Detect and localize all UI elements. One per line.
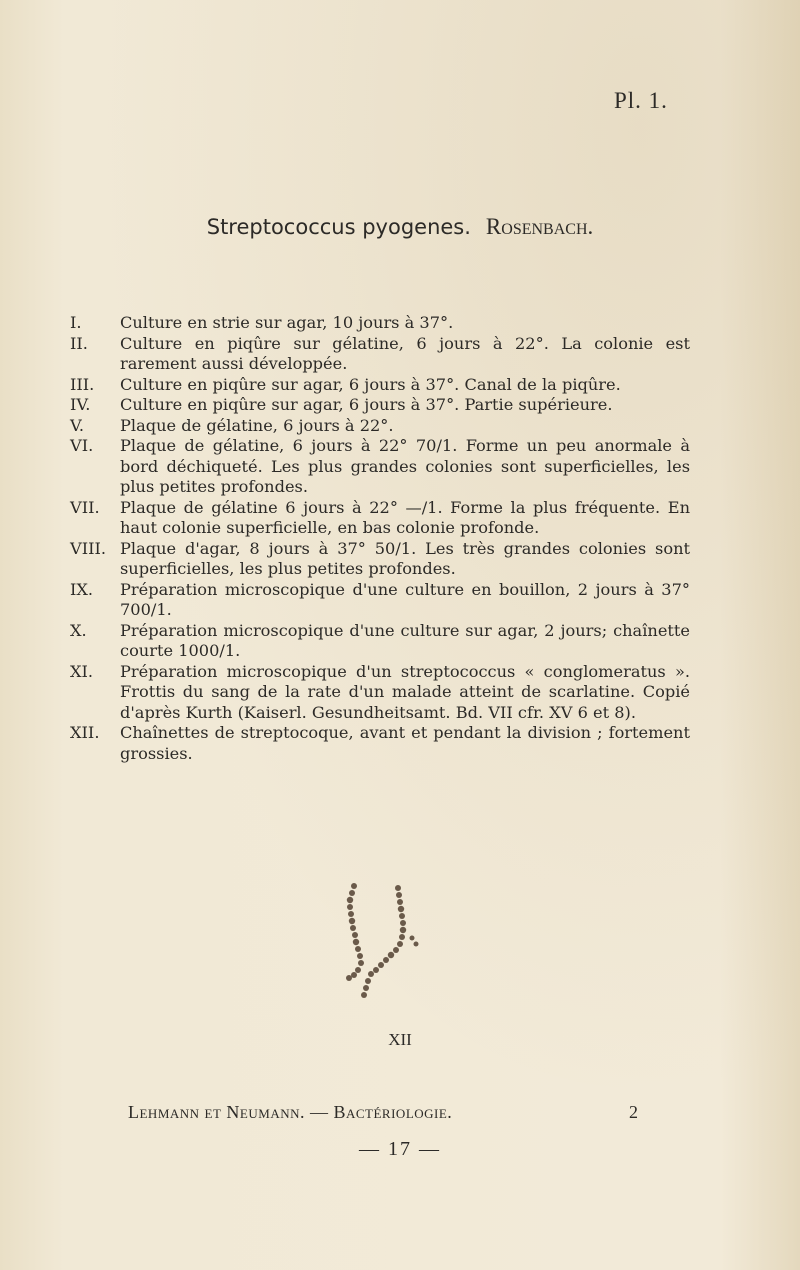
species-author: Rosenbach. (485, 214, 594, 239)
legend-item-number: VI. (70, 436, 94, 455)
legend-item-number: II. (70, 333, 88, 353)
species-name: Streptococcus pyogenes. (206, 215, 471, 239)
legend-item-number: VIII. (70, 538, 107, 558)
legend-item (70, 621, 690, 662)
legend-item-text: Plaque d'agar, 8 jours à 37° 50/1. Les très grandes colonies sont superficielles, les plus petites profondes. (120, 538, 690, 578)
legend-item-number: V. (70, 415, 85, 435)
legend-item-text: Chaînettes de streptocoque, avant et pendant la division ; fortement grossies. (120, 723, 690, 763)
page-number: — 17 — (359, 1138, 441, 1160)
legend-item (70, 436, 690, 498)
book-authors-title: Lehmann et Neumann. — Bactériologie. (128, 1102, 453, 1122)
legend-item (70, 313, 690, 334)
legend-item-text: Culture en piqûre sur agar, 6 jours à 37°. Partie supérieure. (120, 395, 613, 414)
figure-legend-list (70, 313, 690, 764)
legend-item-text: Culture en piqûre sur agar, 6 jours à 37°. Canal de la piqûre. (120, 374, 621, 394)
legend-item (70, 416, 690, 437)
plate-number: Pl. 1. (614, 88, 668, 113)
legend-item-number: X. (70, 620, 87, 640)
legend-item-number: VII. (70, 497, 100, 517)
legend-item-number: IV. (70, 395, 91, 414)
legend-item-text: Préparation microscopique d'une culture en bouillon, 2 jours à 37° 700/1. (120, 579, 690, 619)
legend-item (70, 375, 690, 396)
streptococcus-chains-illustration (330, 878, 440, 1008)
legend-item-number: XI. (70, 661, 94, 681)
figure-label: XII (388, 1030, 412, 1049)
legend-item (70, 539, 690, 580)
volume-number: 2 (629, 1102, 638, 1122)
legend-item-text: Culture en strie sur agar, 10 jours à 37°. (120, 313, 454, 332)
legend-item (70, 580, 690, 621)
legend-item-text: Plaque de gélatine 6 jours à 22° —/1. Forme la plus fréquente. En haut colonie superficielle, en bas colonie profonde. (120, 497, 690, 537)
legend-item-text: Plaque de gélatine, 6 jours à 22° 70/1. Forme un peu anormale à bord déchiqueté. Les plus grandes colonies sont superficielles, les plus petites profondes. (120, 436, 690, 496)
plate-title (0, 214, 800, 240)
legend-item-text: Préparation microscopique d'un streptococcus « conglomeratus ». Frottis du sang de la rate d'un malade atteint de scarlatine. Copié d'après Kurth (Kaiserl. Gesundheitsamt. Bd. VII cfr. XV 6 et 8). (120, 661, 690, 722)
legend-item (70, 395, 690, 416)
legend-item-text: Plaque de gélatine, 6 jours à 22°. (120, 415, 394, 435)
legend-item-text: Préparation microscopique d'une culture sur agar, 2 jours; chaînette courte 1000/1. (120, 620, 690, 660)
legend-item (70, 662, 690, 724)
legend-item-text: Culture en piqûre sur gélatine, 6 jours à 22°. La colonie est rarement aussi développée. (120, 333, 690, 373)
legend-item (70, 334, 690, 375)
legend-item (70, 498, 690, 539)
legend-item-number: IX. (70, 579, 94, 599)
legend-item-number: III. (70, 374, 95, 394)
legend-item-number: XII. (70, 723, 100, 742)
legend-item (70, 723, 690, 764)
legend-item-number: I. (70, 313, 82, 332)
page-footer (128, 1102, 638, 1123)
